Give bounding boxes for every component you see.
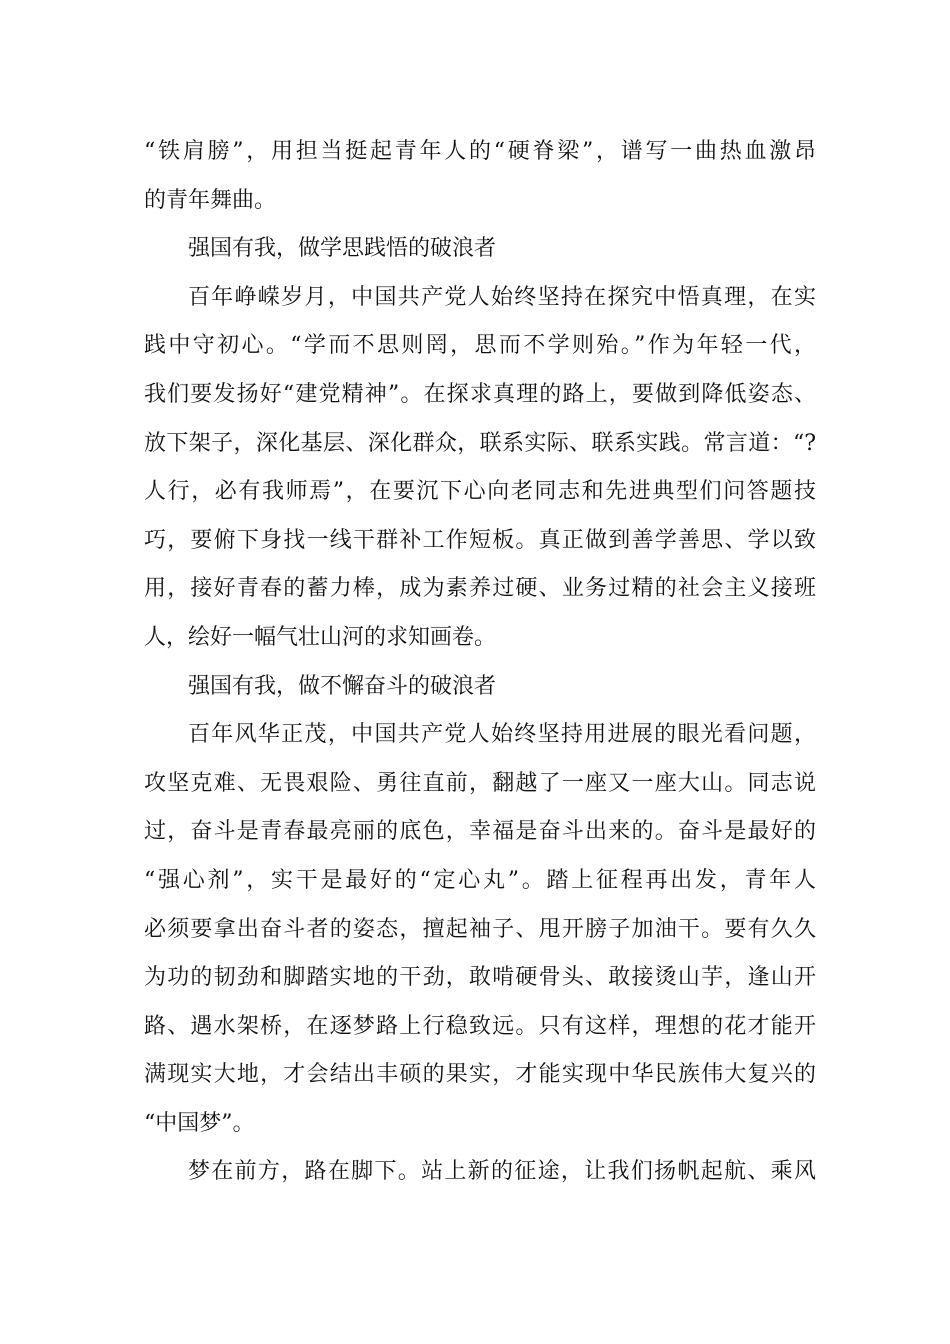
text-line: 过，奋斗是青春最亮丽的底色，幸福是奋斗出来的。奋斗是最好的 bbox=[144, 819, 816, 845]
section-heading: 强国有我，做不懈奋斗的破浪者 bbox=[188, 673, 497, 699]
text-line: 百年峥嵘岁月，中国共产党人始终坚持在探究中悟真理，在实 bbox=[188, 284, 816, 310]
text-line: 满现实大地，才会结出丰硕的果实，才能实现中华民族伟大复兴的 bbox=[144, 1062, 816, 1088]
text-line: 必须要拿出奋斗者的姿态，擅起袖子、甩开膀子加油干。要有久久 bbox=[144, 916, 816, 942]
text-line: 的青年舞曲。 bbox=[144, 187, 277, 213]
text-line: “铁肩膀”，用担当挺起青年人的“硬脊梁”，谱写一曲热血激昂 bbox=[144, 139, 816, 164]
text-line: 百年风华正茂，中国共产党人始终坚持用进展的眼光看问题， bbox=[188, 722, 816, 748]
text-line: “强心剂”，实干是最好的“定心丸”。踏上征程再出发，青年人 bbox=[144, 867, 816, 893]
text-line: 攻坚克难、无畏艰险、勇往直前，翻越了一座又一座大山。同志说 bbox=[144, 770, 816, 796]
text-line: 路、遇水架桥，在逐梦路上行稳致远。只有这样，理想的花才能开 bbox=[144, 1013, 816, 1039]
text-line: 人行，必有我师焉”，在要沉下心向老同志和先进典型们问答题技 bbox=[144, 479, 816, 505]
text-line: 放下架子，深化基层、深化群众，联系实际、联系实践。常言道：“? bbox=[144, 430, 816, 456]
text-line: “中国梦”。 bbox=[144, 1110, 255, 1136]
section-heading: 强国有我，做学思践悟的破浪者 bbox=[188, 236, 497, 262]
document-body bbox=[144, 128, 816, 1197]
text-line: 梦在前方，路在脚下。站上新的征途，让我们扬帆起航、乘风 bbox=[188, 1159, 816, 1185]
text-line: 我们要发扬好“建党精神”。在探求真理的路上，要做到降低姿态、 bbox=[144, 381, 816, 407]
text-line: 为功的韧劲和脚踏实地的干劲，敢啃硬骨头、敢接烫山芋，逢山开 bbox=[144, 965, 816, 991]
text-line: 践中守初心。“学而不思则罔，思而不学则殆。”作为年轻一代， bbox=[144, 333, 816, 359]
text-line: 人，绘好一幅气壮山河的求知画卷。 bbox=[144, 624, 497, 650]
text-line: 巧，要俯下身找一线干群补工作短板。真正做到善学善思、学以致 bbox=[144, 527, 816, 553]
text-line: 用，接好青春的蓄力棒，成为素养过硬、业务过精的社会主义接班 bbox=[144, 576, 816, 602]
